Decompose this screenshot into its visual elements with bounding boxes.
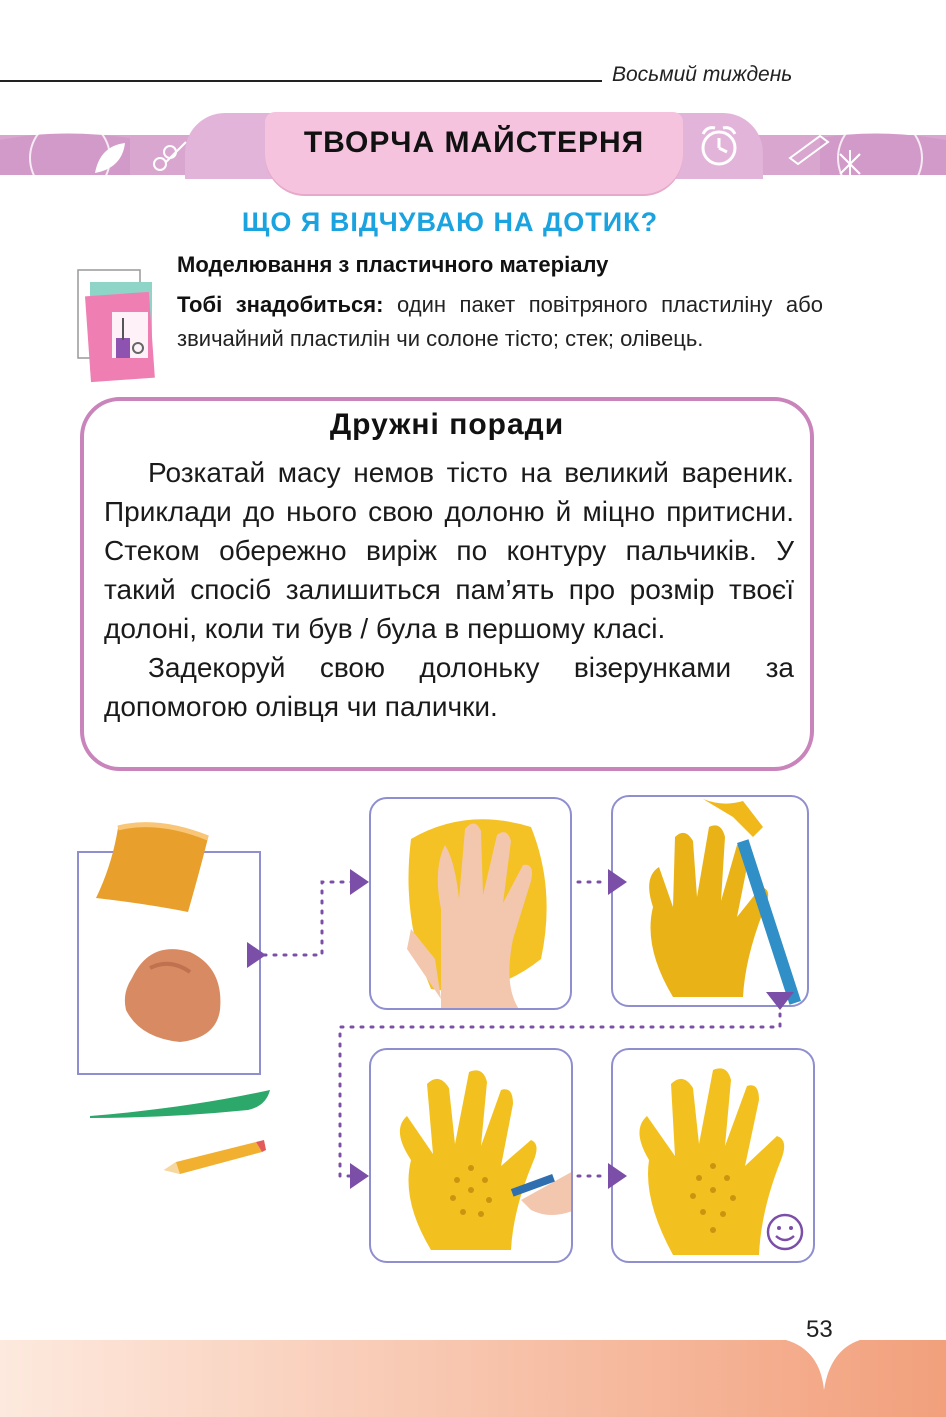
header-rule [0,80,602,82]
hand-press-image [371,799,572,1010]
week-label: Восьмий тиждень [612,63,793,86]
section-title: ТВОРЧА МАЙСТЕРНЯ [303,126,645,159]
step-3-photo-frame [369,1048,573,1263]
arrow-icon [350,1163,369,1189]
advice-title: Дружні поради [329,408,565,441]
folder-supplies-icon [76,268,158,386]
advice-paragraph-2: Задекоруй свою долоньку візерунками за допомогою олівця чи палички. [104,652,794,722]
advice-text [104,453,794,726]
materials-label: Тобі знадобиться: [177,292,384,317]
materials-text [177,288,823,356]
pencil-image [158,1138,268,1176]
hand-decorating-image [371,1050,573,1263]
step-2-photo-frame [611,795,809,1007]
page-number: 53 [806,1316,833,1343]
page-footer-band [0,1340,946,1417]
arrow-icon [350,869,369,895]
lesson-title: ЩО Я ВІДЧУВАЮ НА ДОТИК? [241,207,659,237]
clay-lump-image [120,938,230,1048]
step-1-photo-frame [369,797,572,1010]
alarm-clock-icon [695,122,743,168]
plasticine-pack-image [88,820,228,920]
hand-cutout-image [613,797,809,1007]
stack-tool-image [88,1088,274,1122]
smiley-icon [765,1212,805,1252]
advice-paragraph-1: Розкатай масу немов тісто на великий вареник. Приклади до нього свою долоню й міцно притисни. Стеком обережно виріж по контуру пальчиків. У такий спосіб залишиться пам’ять про розмір твоєї долоні, коли ти був / була в першому класі. [104,457,794,644]
materials-list: один пакет повітряного пластиліну або звичайний пластилін чи солоне тісто; стек; олівець. [177,292,823,351]
step-4-photo-frame [611,1048,815,1263]
scissors-icon [154,142,186,170]
lesson-subtitle: Моделювання з пластичного матеріалу [177,252,609,277]
